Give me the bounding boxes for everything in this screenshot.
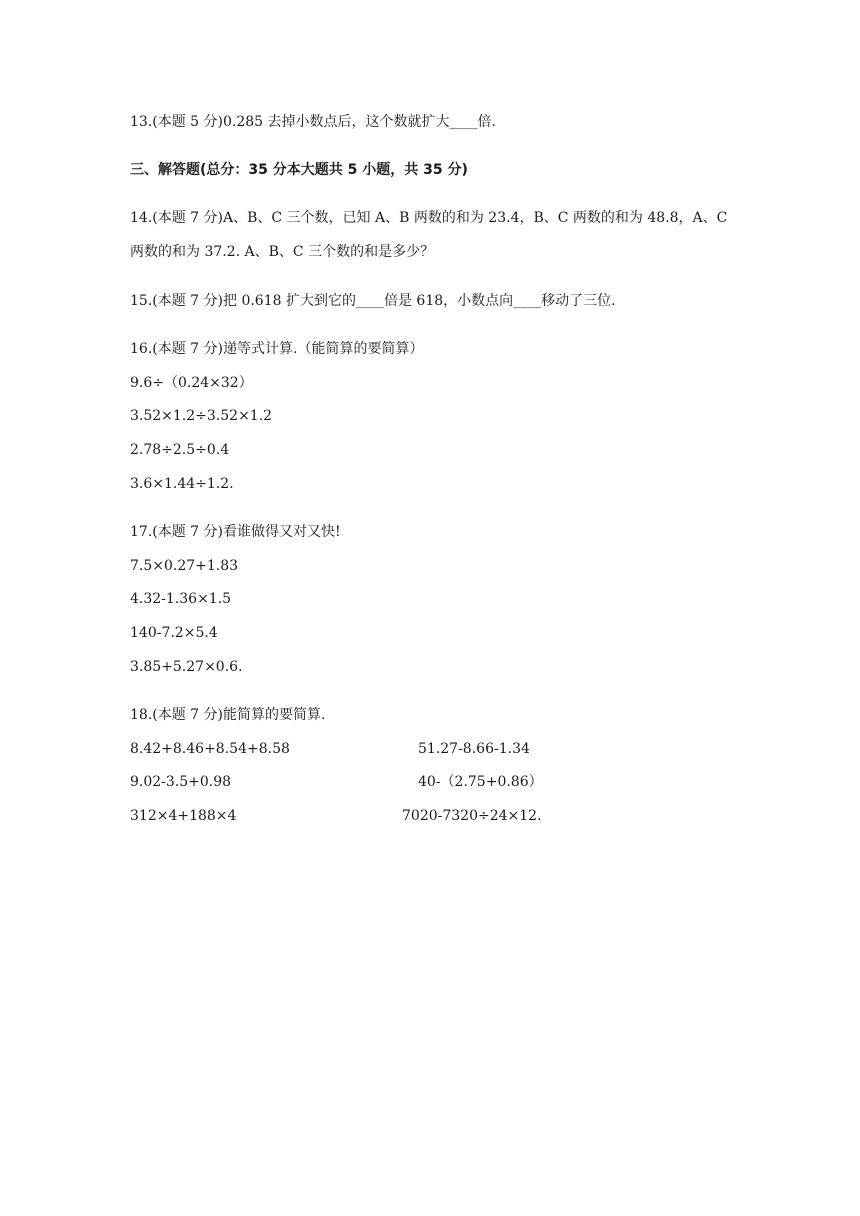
question-14-line-2: 两数的和为 37.2. A、B、C 三个数的和是多少？	[130, 244, 435, 260]
question-15: 15.(本题 7 分)把 0.618 扩大到它的____倍是 618，小数点向____移动了三位.	[130, 293, 616, 309]
question-18-right-item: 7020-7320÷24×12.	[402, 808, 542, 824]
question-18-left-item: 312×4+188×4	[130, 808, 237, 824]
question-16-item: 2.78÷2.5÷0.4	[130, 442, 230, 458]
question-17-item: 140-7.2×5.4	[130, 625, 218, 641]
question-14-line-1: 14.(本题 7 分)A、B、C 三个数，已知 A、B 两数的和为 23.4，B、C 两数的和为 48.8，A、C	[130, 210, 728, 226]
question-17-title: 17.(本题 7 分)看谁做得又对又快!	[130, 524, 341, 540]
question-18-left-item: 8.42+8.46+8.54+8.58	[130, 741, 290, 757]
question-17-item: 3.85+5.27×0.6.	[130, 659, 243, 675]
question-18-right-item: 40-（2.75+0.86）	[418, 774, 543, 790]
section-heading: 三、解答题(总分：35 分本大题共 5 小题，共 35 分)	[130, 162, 468, 178]
question-17-item: 7.5×0.27+1.83	[130, 558, 239, 574]
question-18-right-item: 51.27-8.66-1.34	[418, 741, 530, 757]
question-18-left-item: 9.02-3.5+0.98	[130, 774, 232, 790]
question-16-item: 3.6×1.44÷1.2.	[130, 476, 234, 492]
question-16-title: 16.(本题 7 分)递等式计算.（能简算的要简算）	[130, 341, 424, 357]
question-18-title: 18.(本题 7 分)能简算的要简算.	[130, 707, 326, 723]
question-16-item: 9.6÷（0.24×32）	[130, 375, 253, 391]
question-16-item: 3.52×1.2÷3.52×1.2	[130, 408, 273, 424]
question-13: 13.(本题 5 分)0.285 去掉小数点后，这个数就扩大____倍.	[130, 114, 496, 130]
question-17-item: 4.32-1.36×1.5	[130, 591, 232, 607]
